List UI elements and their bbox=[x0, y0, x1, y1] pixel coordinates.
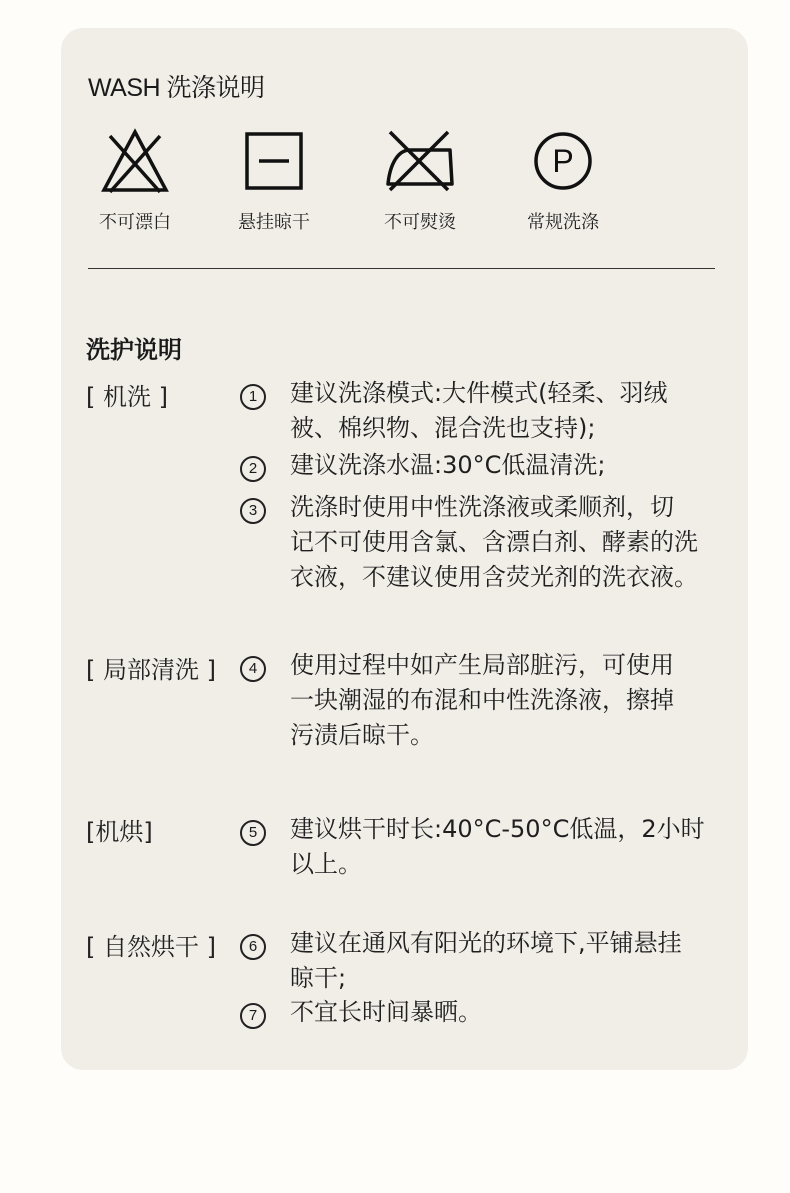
wash-title: WASH 洗涤说明 bbox=[88, 74, 265, 102]
item-number: 4 bbox=[240, 656, 266, 682]
item-line: 不宜长时间暴晒。 bbox=[290, 998, 482, 1026]
item-number: 1 bbox=[240, 384, 266, 410]
care-symbol-line-dry bbox=[214, 128, 334, 234]
no-iron-label: 不可熨烫 bbox=[384, 212, 456, 233]
line-dry-icon bbox=[239, 128, 309, 194]
section-label-machine-wash: [ 机洗 ] bbox=[86, 383, 168, 411]
item-line: 建议洗涤模式:大件模式(轻柔、羽绒 bbox=[290, 379, 668, 407]
no-bleach-label: 不可漂白 bbox=[99, 212, 171, 233]
item-number: 5 bbox=[240, 820, 266, 846]
care-icons-row bbox=[0, 128, 790, 238]
item-number: 2 bbox=[240, 456, 266, 482]
no-bleach-icon bbox=[100, 128, 170, 194]
item-line: 记不可使用含氯、含漂白剂、酵素的洗 bbox=[290, 528, 698, 556]
item-line: 建议烘干时长:40°C-50°C低温，2小时 bbox=[290, 815, 705, 843]
section-divider bbox=[88, 268, 715, 269]
item-line: 洗涤时使用中性洗涤液或柔顺剂，切 bbox=[290, 493, 674, 521]
section-label-air-dry: [ 自然烘干 ] bbox=[86, 933, 216, 961]
care-heading: 洗护说明 bbox=[86, 336, 182, 364]
item-number: 7 bbox=[240, 1003, 266, 1029]
item-number: 6 bbox=[240, 934, 266, 960]
no-iron-icon bbox=[382, 128, 458, 194]
line-dry-label: 悬挂晾干 bbox=[238, 212, 310, 233]
item-number: 3 bbox=[240, 498, 266, 524]
section-label-spot-clean: [ 局部清洗 ] bbox=[86, 656, 216, 684]
section-label-tumble-dry: [机烘] bbox=[86, 818, 153, 846]
professional-clean-icon bbox=[528, 128, 598, 194]
item-line: 晾干; bbox=[290, 964, 347, 992]
care-symbol-no-iron bbox=[360, 128, 480, 234]
item-line: 被、棉织物、混合洗也支持); bbox=[290, 414, 596, 442]
item-line: 以上。 bbox=[290, 850, 362, 878]
care-symbol-no-bleach bbox=[75, 128, 195, 234]
item-line: 建议洗涤水温:30°C低温清洗; bbox=[290, 451, 606, 479]
item-line: 污渍后晾干。 bbox=[290, 721, 434, 749]
professional-clean-label: 常规洗涤 bbox=[527, 212, 599, 233]
item-line: 一块潮湿的布混和中性洗涤液，擦掉 bbox=[290, 686, 674, 714]
svg-text:P: P bbox=[552, 143, 574, 179]
item-line: 使用过程中如产生局部脏污，可使用 bbox=[290, 651, 674, 679]
care-symbol-professional-clean bbox=[503, 128, 623, 234]
item-line: 衣液，不建议使用含荧光剂的洗衣液。 bbox=[290, 563, 698, 591]
item-line: 建议在通风有阳光的环境下,平铺悬挂 bbox=[290, 929, 682, 957]
